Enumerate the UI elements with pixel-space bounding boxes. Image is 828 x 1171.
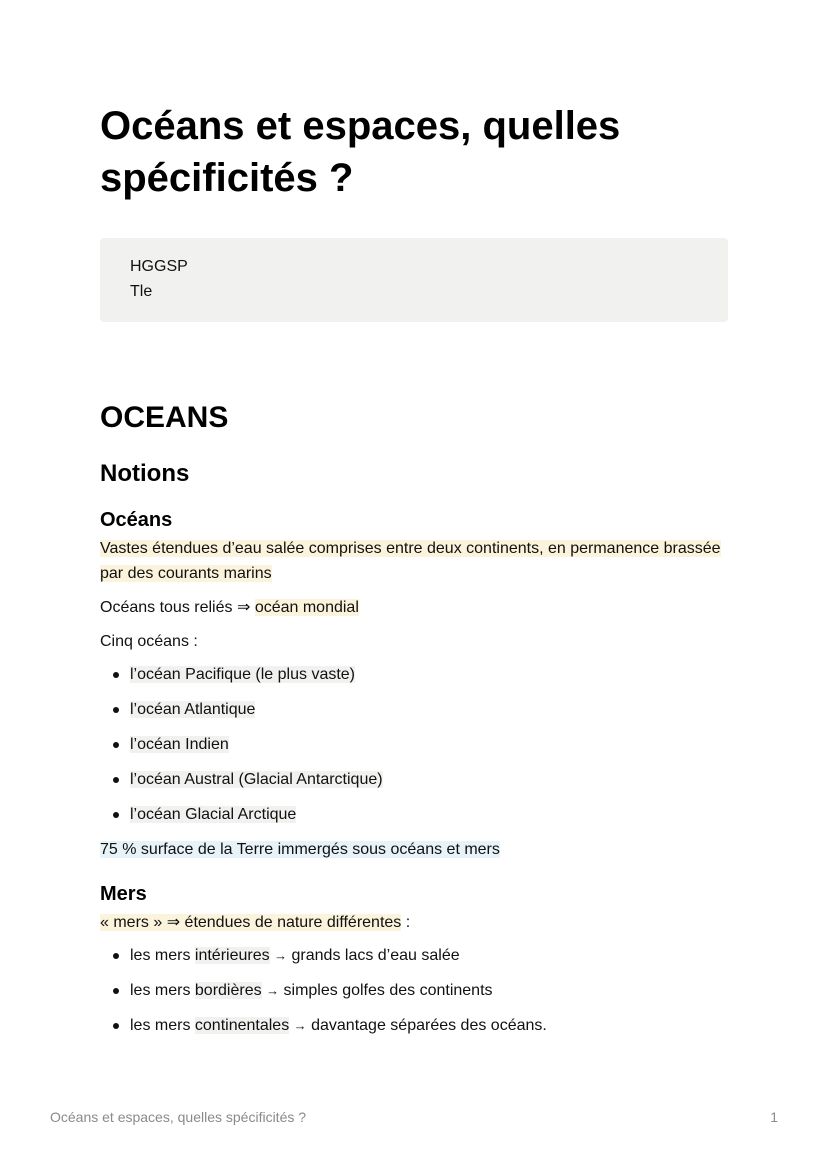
oceans-linked-highlight: océan mondial	[254, 599, 359, 616]
page-title: Océans et espaces, quelles spécificités ?	[100, 104, 621, 200]
page-footer	[50, 1109, 778, 1125]
section-heading: OCEANS	[100, 401, 229, 434]
oceans-definition	[100, 536, 728, 586]
list-item	[130, 1013, 728, 1038]
oceans-definition-text: Vastes étendues d’eau salée comprises entre deux continents, en permanence brassée par des courants marins	[100, 540, 721, 582]
footer-title: Océans et espaces, quelles spécificités ?	[50, 1109, 307, 1125]
arrow-icon: →	[293, 1018, 307, 1033]
list-item	[130, 697, 728, 722]
oceans-linked-prefix: Océans tous reliés ⇒	[100, 599, 255, 616]
five-oceans-label: Cinq océans :	[100, 633, 198, 650]
list-item	[130, 732, 728, 757]
mers-intro	[100, 910, 728, 935]
property-subject: HGGSP	[130, 258, 188, 275]
oceans-linked	[100, 595, 728, 620]
mer-description: simples golfes des continents	[283, 982, 493, 999]
mers-list	[100, 943, 728, 1038]
ocean-name: l’océan Pacifique (le plus vaste)	[130, 666, 356, 683]
ocean-name: l’océan Indien	[130, 736, 229, 753]
list-item	[130, 767, 728, 792]
mer-term: bordières	[194, 982, 262, 999]
mer-prefix: les mers	[130, 982, 195, 999]
surface-statement-text: 75 % surface de la Terre immergés sous océans et mers	[100, 841, 500, 858]
mer-prefix: les mers	[130, 1017, 195, 1034]
mer-term: intérieures	[194, 947, 270, 964]
mer-description: davantage séparées des océans.	[311, 1017, 547, 1034]
mers-intro-suffix: :	[401, 914, 411, 931]
arrow-icon: →	[274, 948, 288, 963]
property-level: Tle	[130, 283, 153, 300]
subsection-heading: Notions	[100, 460, 190, 487]
mer-description: grands lacs d’eau salée	[291, 947, 460, 964]
oceans-list	[100, 662, 728, 827]
page-content	[100, 100, 728, 1038]
mer-term: continentales	[194, 1017, 290, 1034]
mer-prefix: les mers	[130, 947, 195, 964]
list-item	[130, 943, 728, 968]
mers-heading: Mers	[100, 883, 147, 905]
oceans-heading: Océans	[100, 509, 173, 531]
list-item	[130, 662, 728, 687]
page-number: 1	[770, 1109, 778, 1125]
properties-block	[100, 238, 728, 322]
mers-intro-highlight: « mers » ⇒ étendues de nature différentes	[100, 914, 402, 931]
list-item	[130, 802, 728, 827]
ocean-name: l’océan Atlantique	[130, 701, 256, 718]
surface-statement	[100, 837, 728, 862]
ocean-name: l’océan Glacial Arctique	[130, 806, 297, 823]
arrow-icon: →	[266, 983, 280, 998]
ocean-name: l’océan Austral (Glacial Antarctique)	[130, 771, 383, 788]
list-item	[130, 978, 728, 1003]
